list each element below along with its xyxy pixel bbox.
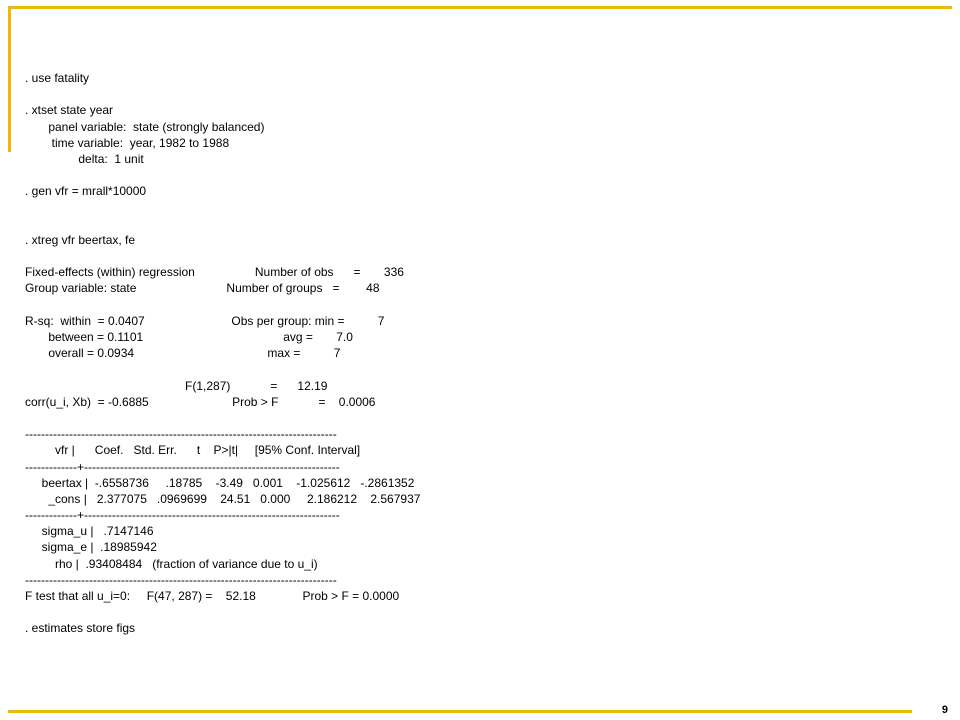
output-line bbox=[25, 86, 925, 102]
output-line: rho | .93408484 (fraction of variance due to u_i) bbox=[25, 556, 318, 571]
output-line: . gen vfr = mrall*10000 bbox=[25, 184, 147, 199]
output-line bbox=[25, 604, 925, 620]
output-line: Fixed-effects (within) regression Number of obs = 336 bbox=[25, 265, 404, 280]
output-line bbox=[25, 361, 925, 377]
output-line: between = 0.1101 avg = 7.0 bbox=[25, 330, 353, 344]
output-line: R-sq: within = 0.0407 Obs per group: min = 7 bbox=[25, 313, 385, 328]
output-line: panel variable: state (strongly balanced) bbox=[25, 119, 265, 134]
output-line bbox=[25, 216, 925, 232]
top-accent-rule bbox=[8, 6, 952, 9]
output-line: -------------+---------------------------------------------------------------- bbox=[25, 459, 340, 474]
output-line: vfr | Coef. Std. Err. t P>|t| [95% Conf. Interval] bbox=[25, 443, 361, 458]
output-line: _cons | 2.377075 .0969699 24.51 0.000 2.186212 2.567937 bbox=[25, 491, 421, 506]
output-line: . estimates store figs bbox=[25, 621, 136, 636]
output-line: F test that all u_i=0: F(47, 287) = 52.18 Prob > F = 0.0000 bbox=[25, 589, 400, 603]
output-line bbox=[25, 167, 925, 183]
left-accent-rule bbox=[8, 6, 11, 152]
stata-output bbox=[25, 70, 925, 637]
output-line: . xtset state year bbox=[25, 103, 114, 118]
output-line bbox=[25, 200, 925, 216]
output-line: F(1,287) = 12.19 bbox=[25, 378, 328, 393]
output-line: sigma_e | .18985942 bbox=[25, 540, 157, 555]
output-line bbox=[25, 297, 925, 313]
bottom-accent-rule bbox=[8, 710, 912, 713]
output-line: time variable: year, 1982 to 1988 bbox=[25, 135, 230, 150]
output-line: . use fatality bbox=[25, 71, 90, 85]
output-line: . xtreg vfr beertax, fe bbox=[25, 232, 136, 247]
output-line: ------------------------------------------------------------------------------ bbox=[25, 572, 337, 587]
output-line: -------------+---------------------------------------------------------------- bbox=[25, 508, 340, 523]
output-line: delta: 1 unit bbox=[25, 151, 144, 166]
output-line: sigma_u | .7147146 bbox=[25, 524, 154, 539]
output-line: Group variable: state Number of groups = 48 bbox=[25, 281, 380, 296]
page-number: 9 bbox=[941, 704, 948, 716]
output-line bbox=[25, 410, 925, 426]
output-line bbox=[25, 248, 925, 264]
output-line: overall = 0.0934 max = 7 bbox=[25, 346, 341, 361]
output-line: corr(u_i, Xb) = -0.6885 Prob > F = 0.0006 bbox=[25, 394, 376, 409]
output-line: ------------------------------------------------------------------------------ bbox=[25, 427, 337, 442]
output-line: beertax | -.6558736 .18785 -3.49 0.001 -1.025612 -.2861352 bbox=[25, 475, 415, 490]
